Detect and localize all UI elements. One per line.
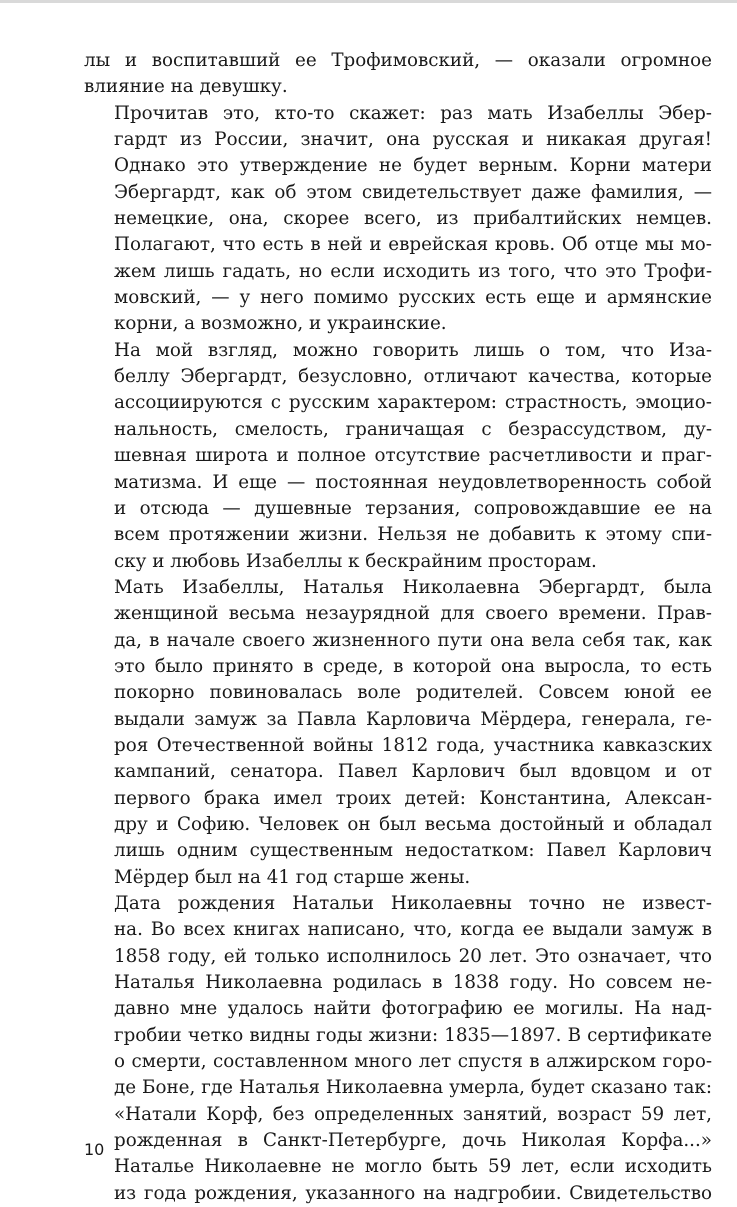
paragraph-3 bbox=[84, 338, 712, 575]
text-line: Дата рождения Натальи Николаевны точно не извест- bbox=[114, 893, 712, 914]
text-line: давно мне удалось найти фотографию ее могилы. На над- bbox=[114, 998, 712, 1020]
text-line: 1858 году, ей только исполнилось 20 лет. Это означает, что bbox=[114, 945, 712, 967]
paragraph-4 bbox=[84, 575, 712, 891]
text-line: Наталье Николаевне не могло быть 59 лет, если исходить bbox=[114, 1156, 712, 1178]
text-line: мовский, — у него помимо русских есть еще и армянские bbox=[114, 287, 712, 309]
text-line: рожденная в Санкт-Петербурге, дочь Николая Корфа...» bbox=[114, 1130, 712, 1152]
text-line: гробии четко видны годы жизни: 1835—1897. В сертификате bbox=[114, 1024, 712, 1046]
text-line: первого брака имел троих детей: Константина, Алексан- bbox=[114, 787, 712, 809]
text-line: Мать Изабеллы, Наталья Николаевна Эбергардт, была bbox=[114, 576, 712, 598]
text-line: «Натали Корф, без определенных занятий, возраст 59 лет, bbox=[114, 1103, 712, 1125]
body-text bbox=[84, 48, 712, 1207]
text-line: это было принято в среде, в которой она выросла, то есть bbox=[114, 655, 712, 677]
text-line: Мёрдер был на 41 год старше жены. bbox=[114, 866, 471, 888]
text-line: из года рождения, указанного на надгробии. Свидетельство bbox=[114, 1182, 712, 1204]
text-line: корни, а возможно, и украинские. bbox=[114, 313, 447, 335]
text-line: де Боне, где Наталья Николаевна умерла, будет сказано так: bbox=[114, 1077, 712, 1099]
paragraph-5 bbox=[84, 891, 712, 1207]
text-line: шевная широта и полное отсутствие расчетливости и праг- bbox=[114, 445, 712, 467]
text-line: выдали замуж за Павла Карловича Мёрдера, генерала, ге- bbox=[114, 708, 712, 730]
text-line: покорно повиновалась воле родителей. Совсем юной ее bbox=[114, 682, 712, 704]
text-line: нальность, смелость, граничащая с безрассудством, ду- bbox=[114, 418, 712, 440]
text-line: лишь одним существенным недостатком: Павел Карлович bbox=[114, 840, 712, 862]
text-line: да, в начале своего жизненного пути она вела себя так, как bbox=[114, 629, 712, 651]
text-line: и отсюда — душевные терзания, сопровождавшие ее на bbox=[114, 497, 712, 519]
paragraph-1 bbox=[84, 48, 712, 101]
paragraph-2 bbox=[84, 101, 712, 338]
text-line: Полагают, что есть в ней и еврейская кровь. Об отце мы мо- bbox=[114, 234, 712, 256]
text-line: лы и воспитавший ее Трофимовский, — оказали огромное bbox=[84, 50, 712, 71]
text-line: влияние на девушку. bbox=[84, 76, 288, 98]
text-line: роя Отечественной войны 1812 года, участника кавказских bbox=[114, 734, 712, 756]
text-line: ассоциируются с русским характером: страстность, эмоцио- bbox=[114, 392, 712, 414]
text-line: немецкие, она, скорее всего, из прибалтийских немцев. bbox=[114, 208, 712, 230]
text-line: гардт из России, значит, она русская и никакая другая! bbox=[114, 129, 712, 151]
text-line: Прочитав это, кто-то скажет: раз мать Изабеллы Эбер- bbox=[114, 102, 712, 124]
text-line: женщиной весьма незаурядной для своего времени. Прав- bbox=[114, 603, 712, 625]
text-line: ску и любовь Изабеллы к бескрайним просторам. bbox=[114, 550, 597, 572]
text-line: о смерти, составленном много лет спустя в алжирском горо- bbox=[114, 1051, 712, 1073]
text-line: на. Во всех книгах написано, что, когда ее выдали замуж в bbox=[114, 919, 712, 941]
text-line: кампаний, сенатора. Павел Карлович был вдовцом и от bbox=[114, 761, 712, 783]
text-line: Эбергардт, как об этом свидетельствует даже фамилия, — bbox=[114, 181, 712, 203]
text-line: матизма. И еще — постоянная неудовлетворенность собой bbox=[114, 471, 712, 493]
text-line: беллу Эбергардт, безусловно, отличают качества, которые bbox=[114, 366, 712, 388]
text-line: всем протяжении жизни. Нельзя не добавить к этому спи- bbox=[114, 524, 712, 546]
text-line: дру и Софию. Человек он был весьма достойный и обладал bbox=[114, 813, 712, 835]
text-line: На мой взгляд, можно говорить лишь о том, что Иза- bbox=[114, 339, 712, 361]
text-line: Однако это утверждение не будет верным. Корни матери bbox=[114, 155, 712, 177]
page-top-edge bbox=[0, 0, 737, 3]
page-number: 10 bbox=[84, 1140, 105, 1159]
text-line: жем лишь гадать, но если исходить из того, что это Трофи- bbox=[114, 260, 712, 282]
text-line: Наталья Николаевна родилась в 1838 году. Но совсем не- bbox=[114, 972, 712, 994]
